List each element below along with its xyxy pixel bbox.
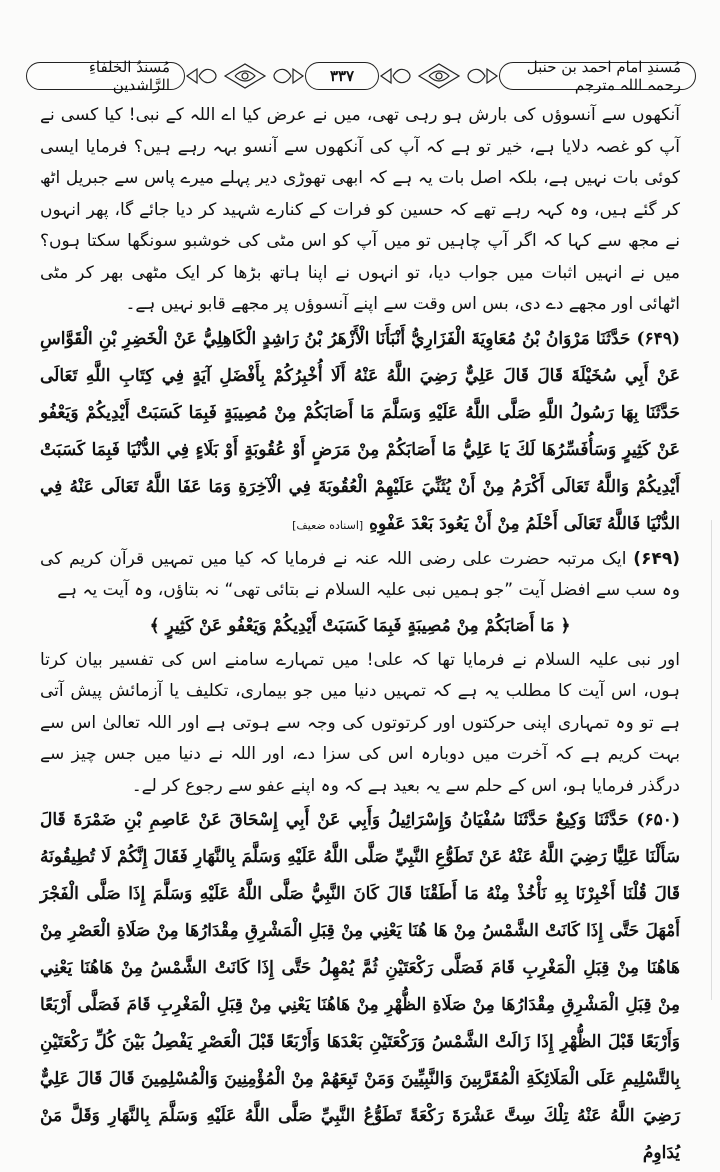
hadith-649-urdu <box>40 544 680 607</box>
hadith-650-arabic <box>40 802 680 1172</box>
hadith-number: (۶۴۹) <box>636 328 680 349</box>
ornament-icon <box>379 61 499 91</box>
translation-text: ایک مرتبہ حضرت علی رضی اللہ عنہ نے فرمایا کہ کیا میں تمہیں قرآن کریم کی وہ سب سے افضل آیت ”جو ہمیں نبی علیہ السلام نے بتائی تھی“ نہ بتاؤں، وہ آیت یہ ہے <box>40 548 680 600</box>
book-title: مُسندِ امام احمد بن حنبل رحمہ اللہ مترجم <box>499 62 696 90</box>
page-edge-divider <box>711 520 712 1000</box>
hadith-text: حَدَّثَنَا مَرْوَانُ بْنُ مُعَاوِيَةَ الْفَزَارِيُّ أَنْبَأَنَا الْأَزْهَرُ بْنُ رَاشِدٍ الْكَاهِلِيُّ عَنْ الْخَضِرِ بْنِ الْقَوَّاسِ عَنْ أَبِي سُخَيْلَةَ قَالَ قَالَ عَلِيٌّ رَضِيَ اللَّهُ عَنْهُ أَلَا أُخْبِرُكُمْ بِأَفْضَلِ آيَةٍ فِي كِتَابِ اللَّهِ تَعَالَى حَدَّثَنَا بِهَا رَسُولُ اللَّهِ صَلَّى اللَّهُ عَلَيْهِ وَسَلَّمَ مَا أَصَابَكُمْ مِنْ مُصِيبَةٍ فَبِمَا كَسَبَتْ أَيْدِيكُمْ وَيَعْفُو عَنْ كَثِيرٍ وَسَأُفَسِّرُهَا لَكَ يَا عَلِيُّ مَا أَصَابَكُمْ مِنْ مَرَضٍ أَوْ عُقُوبَةٍ أَوْ بَلَاءٍ فِي الدُّنْيَا فَبِمَا كَسَبَتْ أَيْدِيكُمْ وَاللَّهُ تَعَالَى أَكْرَمُ مِنْ أَنْ يُثَنِّيَ عَلَيْهِمْ الْعُقُوبَةَ فِي الْآخِرَةِ وَمَا عَفَا اللَّهُ تَعَالَى عَنْهُ فِي الدُّنْيَا فَاللَّهُ تَعَالَى أَحْلَمُ مِنْ أَنْ يَعُودَ بَعْدَ عَفْوِهِ <box>40 328 680 534</box>
page-body <box>40 100 680 1172</box>
hadith-grade: [اسناده ضعيف] <box>292 518 364 532</box>
page-header <box>26 60 696 92</box>
ornament-icon <box>185 61 305 91</box>
book-section-title: مُسندُ الخلفاءِ الرَّاشدين <box>26 62 185 90</box>
quran-verse: ﴿ مَا أَصَابَكُمْ مِنْ مُصِيبَةٍ فَبِمَا كَسَبَتْ أَيْدِيكُمْ وَيَعْفُو عَنْ كَثِيرٍ ﴾ <box>149 615 571 636</box>
hadith-text: حَدَّثَنَا وَكِيعٌ حَدَّثَنَا سُفْيَانُ وَإِسْرَائِيلُ وَأَبِي عَنْ أَبِي إِسْحَاقَ عَنْ عَاصِمِ بْنِ ضَمْرَةَ قَالَ سَأَلْنَا عَلِيًّا رَضِيَ اللَّهُ عَنْهُ عَنْ تَطَوُّعِ النَّبِيِّ صَلَّى اللَّهُ عَلَيْهِ وَسَلَّمَ بِالنَّهَارِ فَقَالَ إِنَّكُمْ لَا تُطِيقُونَهُ قَالَ قُلْنَا أَخْبِرْنَا بِهِ نَأْخُذْ مِنْهُ مَا أَطَقْنَا قَالَ كَانَ النَّبِيُّ صَلَّى اللَّهُ عَلَيْهِ وَسَلَّمَ إِذَا صَلَّى الْفَجْرَ أَمْهَلَ حَتَّى إِذَا كَانَتْ الشَّمْسُ مِنْ هَا هُنَا يَعْنِي مِنْ قِبَلِ الْمَشْرِقِ مِقْدَارُهَا مِنْ صَلَاةِ الْعَصْرِ مِنْ هَاهُنَا مِنْ قِبَلِ الْمَغْرِبِ قَامَ فَصَلَّى رَكْعَتَيْنِ ثُمَّ يُمْهِلُ حَتَّى إِذَا كَانَتْ الشَّمْسُ مِنْ هَاهُنَا يَعْنِي مِنْ قِبَلِ الْمَشْرِقِ مِقْدَارُهَا مِنْ صَلَاةِ الظُّهْرِ مِنْ هَاهُنَا يَعْنِي مِنْ قِبَلِ الْمَغْرِبِ قَامَ فَصَلَّى أَرْبَعًا وَأَرْبَعًا قَبْلَ الظُّهْرِ إِذَا زَالَتْ الشَّمْسُ وَرَكْعَتَيْنِ بَعْدَهَا وَأَرْبَعًا قَبْلَ الْعَصْرِ يَفْصِلُ بَيْنَ كُلِّ رَكْعَتَيْنِ بِالتَّسْلِيمِ عَلَى الْمَلَائِكَةِ الْمُقَرَّبِينَ وَالنَّبِيِّينَ وَمَنْ تَبِعَهُمْ مِنْ الْمُؤْمِنِينَ وَالْمُسْلِمِينَ قَالَ قَالَ عَلِيٌّ رَضِيَ اللَّهُ عَنْهُ تِلْكَ سِتَّ عَشْرَةَ رَكْعَةً تَطَوُّعُ النَّبِيِّ صَلَّى اللَّهُ عَلَيْهِ وَسَلَّمَ بِالنَّهَارِ وَقَلَّ مَنْ يُدَاوِمُ <box>40 810 680 1163</box>
hadith-number: (۶۵۰) <box>636 810 680 830</box>
page-number: ۳۳۷ <box>305 62 379 90</box>
hadith-number: (۶۴۹) <box>633 548 680 569</box>
urdu-paragraph: اور نبی علیہ السلام نے فرمایا تھا کہ علی! میں تمہارے سامنے اس کی تفسیر بیان کرتا ہوں، اس آیت کا مطلب یہ ہے کہ تمہیں دنیا میں جو بیماری، تکلیف یا آزمائش پیش آتی ہے تو وہ تمہاری اپنی حرکتوں اور کرتوتوں کی وجہ سے ہوتی ہے اور اللہ تعالیٰ اس سے بہت کریم ہے کہ آخرت میں دوبارہ اس کی سزا دے، اور اللہ نے دنیا میں جس چیز سے درگذر فرمایا ہو، اس کے حلم سے یہ بعید ہے کہ وہ اپنے عفو سے رجوع کر لے۔ <box>40 649 680 796</box>
hadith-649-arabic <box>40 321 680 544</box>
urdu-paragraph: آنکھوں سے آنسوؤں کی بارش ہو رہی تھی، میں نے عرض کیا اے اللہ کے نبی! کیا کسی نے آپ کو غصہ دلایا ہے، خیر تو ہے کہ آپ کی آنکھوں سے آنسو بہہ رہے ہیں؟ فرمایا ایسی کوئی بات نہیں ہے، بلکہ اصل بات یہ ہے کہ ابھی تھوڑی دیر پہلے میرے پاس سے جبریل اٹھ کر گئے ہیں، وہ کہہ رہے تھے کہ حسین کو فرات کے کنارے شہید کر دیا جائے گا، پھر انہوں نے مجھ سے کہا کہ اگر آپ چاہیں تو میں آپ کو اس مٹی کی خوشبو سونگھا سکتا ہوں؟ میں نے انہیں اثبات میں جواب دیا، تو انہوں نے اپنا ہاتھ بڑھا کر ایک مٹھی بھر کر مٹی اٹھائی اور مجھے دے دی، بس اس وقت سے اپنے آنسوؤں پر مجھے قابو نہیں ہے۔ <box>40 105 680 314</box>
